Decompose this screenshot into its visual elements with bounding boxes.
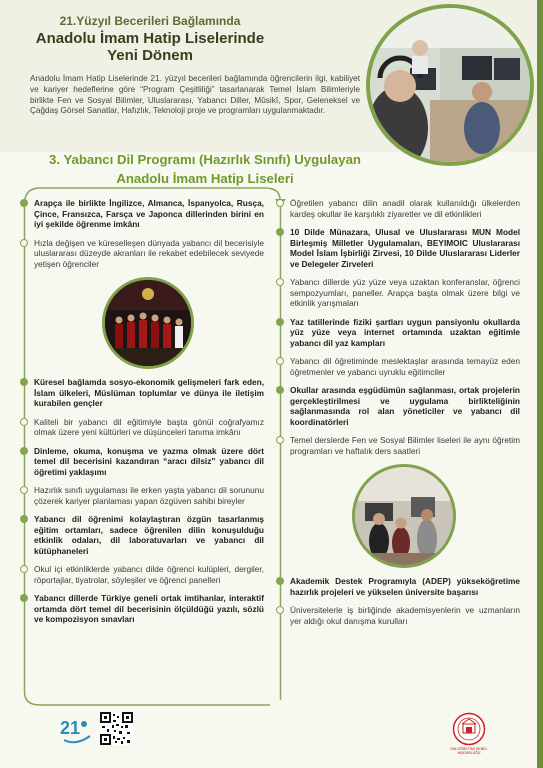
bullet-icon [20,378,28,386]
bullet-icon [276,386,284,394]
bullet-icon [20,565,28,573]
bullet-icon [276,228,284,236]
list-item: Küresel bağlamda sosyo-ekonomik gelişmeleri fark eden, İslam ülkeleri, Müslüman toplumlar ve dünya ile iletişim kurabilen gençler [20,377,264,409]
bullet-icon [276,357,284,365]
bullet-icon [276,606,284,614]
list-item: Yaz tatillerinde fiziki şartları uygun pansiyonlu okullarda yüz yüze veya internet ortamında uzaktan eğitimle yabancı dil yaz kampları [276,317,520,349]
bullet-icon [276,199,284,207]
bullet-icon [276,318,284,326]
list-item: Yabancı dillerde yüz yüze veya uzaktan konferanslar, öğrenci sempozyumları, paneller. Arapça başta olmak üzere bilgi ve etkinlik yarışmaları [276,277,520,309]
bullet-icon [20,239,28,247]
stage-performance-photo [102,277,194,369]
list-item: Okul içi etkinliklerde yabancı dilde öğrenci kulüpleri, dergiler, röportajlar, tiyatrolar, söyleşiler ve öğrenci panelleri [20,564,264,585]
bullet-icon [20,418,28,426]
bullet-icon [20,199,28,207]
list-item: Yabancı dillerde Türkiye geneli ortak imtihanlar, interaktif ortamda dört temel dil becerisinin ölçüldüğü yazılı, sözlü ve kompozisyon sınavları [20,593,264,625]
list-item: Yabancı dil öğretiminde meslektaşlar arasında temayüz eden öğretmenler ve yabancı uyruklu eğitimciler [276,356,520,377]
bullet-icon [20,594,28,602]
list-item: Kaliteli bir yabancı dil eğitimiyle başta gönül coğrafyamız olmak üzere yeni kültürleri ve düşünceleri tanıma imkânı [20,417,264,438]
list-item: Öğretilen yabancı dilin anadil olarak kullanıldığı ülkelerden kardeş okullar ile karşılıklı ziyaretler ve dil etkinlikleri [276,198,520,219]
language-lab-photo [352,464,456,568]
section-heading-line1: 3. Yabancı Dil Programı (Hazırlık Sınıfı) Uygulayan [49,152,361,167]
list-item: Yabancı dil öğrenimi kolaylaştıran özgün tasarlanmış eğitim ortamları, sadece öğrenilen dilin konuşulduğu etkinlik odaları, dil laboratuvarları ve yabancı dil kütüphaneleri [20,514,264,556]
left-column [20,198,264,633]
list-item: Üniversitelerle iş birliğinde akademisyenlerin ve uzmanların yer aldığı okul danışma kurulları [276,605,520,626]
education-vision-logo [58,712,94,748]
list-item: Akademik Destek Programıyla (ADEP) yükseköğretime hazırlık projeleri ve yükselen üniversite başarısı [276,576,520,597]
list-item: Temel derslerde Fen ve Sosyal Bilimler liseleri ile aynı öğretim programları ve haftalık ders saatleri [276,435,520,456]
right-column [276,198,520,634]
bullet-icon [20,515,28,523]
header-kicker: 21.Yüzyıl Becerileri Bağlamında [59,14,241,28]
bullet-icon [276,577,284,585]
list-item: 10 Dilde Münazara, Ulusal ve Uluslararası MUN Model Birleşmiş Milletler Uygulamaları, BEYIMOIC Uluslararası Model İslam İşbirliği Zirvesi, 10 Dilde Uluslararası Liderler ve Delegeler Zirveleri [276,227,520,269]
list-item: Dinleme, okuma, konuşma ve yazma olmak üzere dört temel dil becerisini kazandıran “aracı dilsiz” yabancı dil öğretimi yaklaşımı [20,446,264,478]
list-item: Hızla değişen ve küreselleşen dünyada yabancı dil becerisiyle uluslararası düzeyde akranları ile rekabet edebilecek seviyede yetişen öğrenciler [20,238,264,270]
svg-text:21: 21 [60,718,81,738]
page-title-line2: Yeni Dönem [107,47,193,64]
bullet-icon [276,278,284,286]
bullet-icon [20,447,28,455]
ministry-seal-caption: DİN ÖĞRETİMİ GENEL MÜDÜRLÜĞÜ [450,747,488,755]
intro-paragraph: Anadolu İmam Hatip Liselerinde 21. yüzyıl becerileri bağlamında öğrencilerin ilgi, kabiliyet ve kariyer hedeflerine göre “Program Çeşitliliği” tasarlanarak Temel İslam Bilimleriyle birlikte Fen ve Sosyal Bilimler, Uluslararası, Yabancı Diller, Mûsikî, Spor, Geleneksel ve Çağdaş Görsel Sanatlar, Hafızlık, Teknoloji proje ve programları uygulanmaktadır. [30,74,360,116]
list-item: Arapça ile birlikte İngilizce, Almanca, İspanyolca, Rusça, Çince, Fransızca, Farsça ve Japonca dillerinden birini en iyi şekilde öğrenme imkânı [20,198,264,230]
list-item: Hazırlık sınıfı uygulaması ile erken yaşta yabancı dil sorununu çözerek kariyer planlaması yapan özgüven sahibi bireyler [20,485,264,506]
bullet-icon [276,436,284,444]
bullet-icon [20,486,28,494]
qr-code[interactable] [100,712,133,745]
page-title-line1: Anadolu İmam Hatip Liselerinde [35,30,265,47]
section-heading-line2: Anadolu İmam Hatip Liseleri [116,171,294,186]
ministry-seal-logo [452,712,486,746]
list-item: Okullar arasında eşgüdümün sağlanması, ortak projelerin gerçekleştirilmesi ve uygulama birlikteliğinin sağlanmasında rol alan yöneticiler ve yabancı dil koordinatörleri [276,385,520,427]
